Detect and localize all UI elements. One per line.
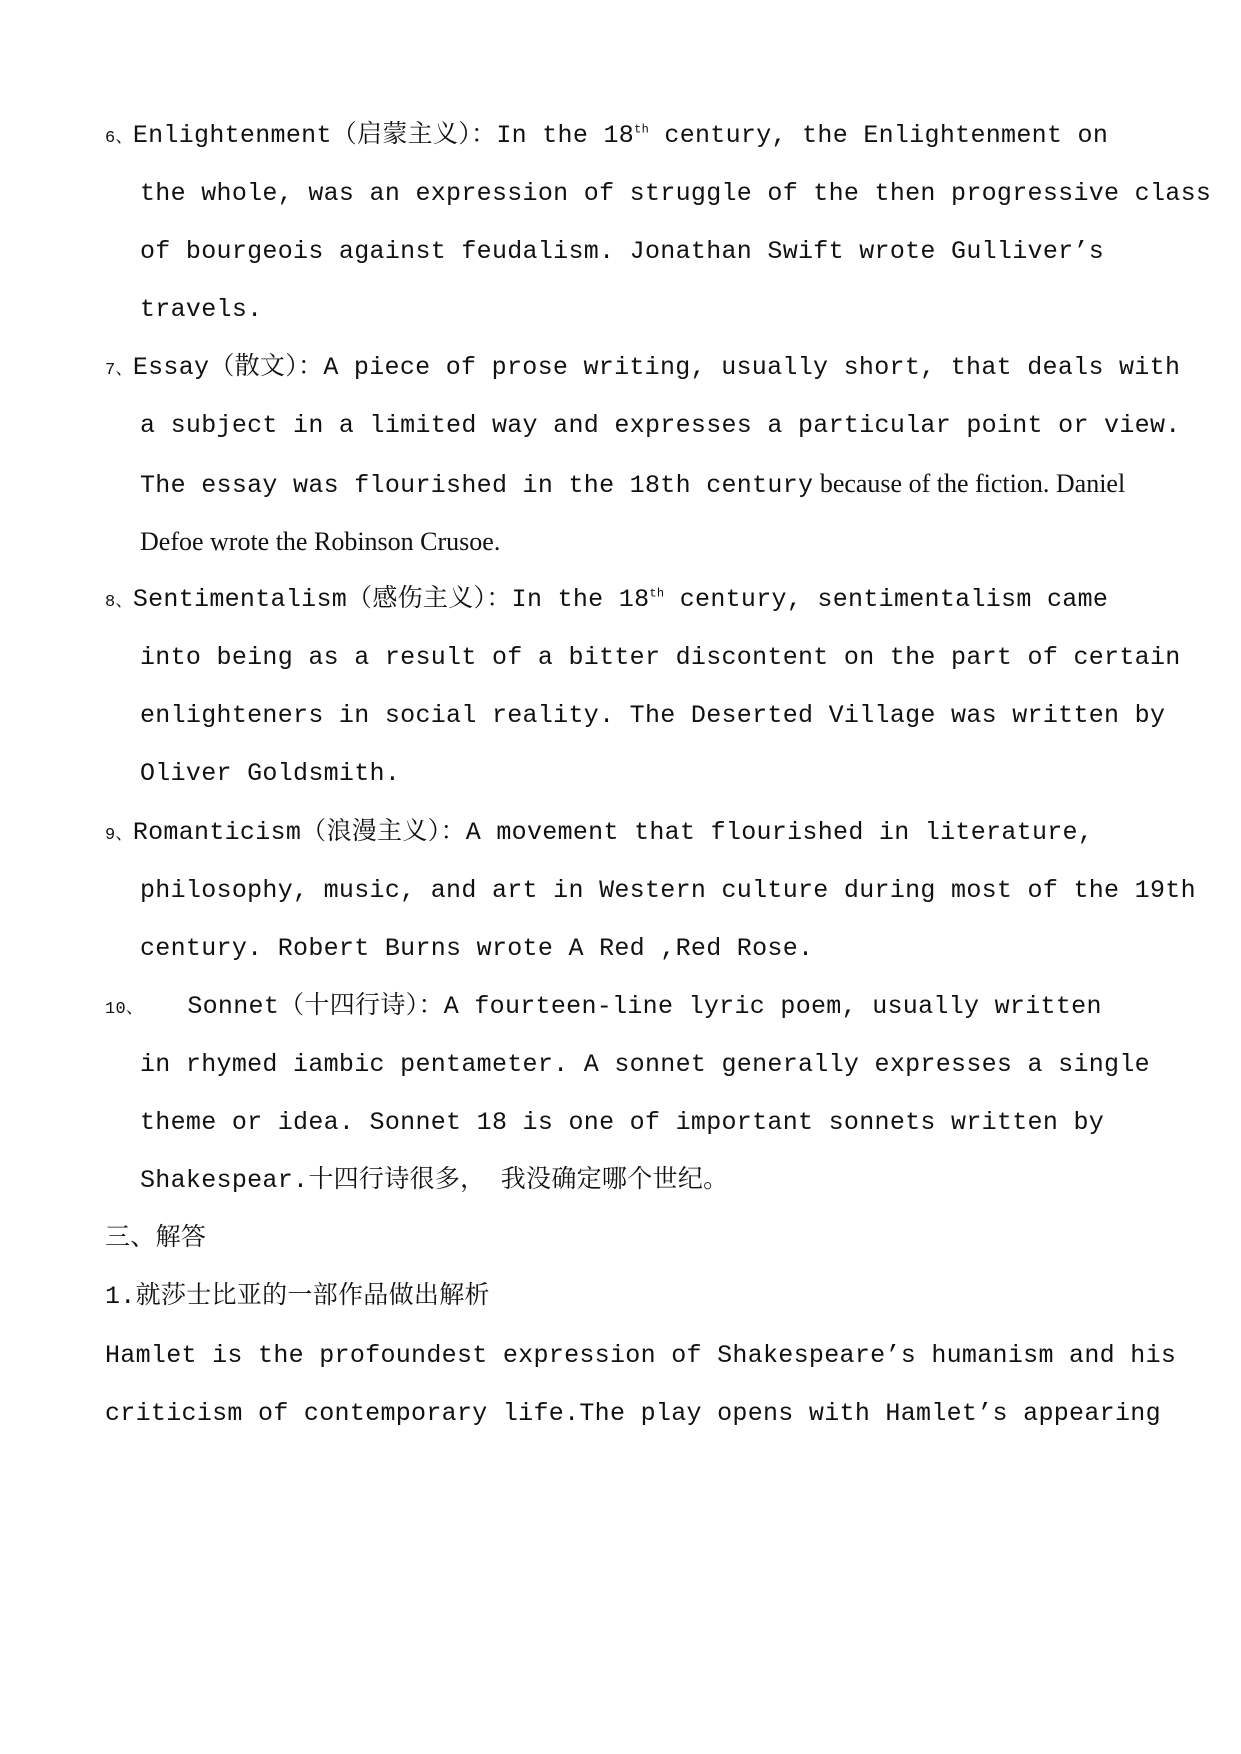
item-10-line-2: in rhymed iambic pentameter. A sonnet generally expresses a single	[140, 1050, 1150, 1079]
item-7-line-1: 7、Essay（散文）：A piece of prose writing, usually short, that deals with	[105, 353, 1181, 382]
item-8-line-4: Oliver Goldsmith.	[140, 759, 401, 788]
item-6-line-1: 6、Enlightenment（启蒙主义）：In the 18th century, the Enlightenment on	[105, 121, 1109, 150]
item-term: Sentimentalism（感伤主义）	[132, 585, 487, 614]
item-8-line-2: into being as a result of a bitter discontent on the part of certain	[140, 643, 1181, 672]
item-7-line-4: Defoe wrote the Robinson Crusoe.	[140, 527, 501, 556]
section-heading: 三、解答	[105, 1224, 207, 1253]
item-10-line-3: theme or idea. Sonnet 18 is one of important sonnets written by	[140, 1108, 1105, 1137]
item-9-line-3: century. Robert Burns wrote A Red ,Red Rose.	[140, 934, 814, 963]
item-9-line-2: philosophy, music, and art in Western culture during most of the 19th	[140, 876, 1196, 905]
item-10-line-4: Shakespear.十四行诗很多， 我没确定哪个世纪。	[140, 1166, 729, 1195]
question-title: 1.就莎士比亚的一部作品做出解析	[105, 1282, 490, 1311]
item-6-line-4: travels.	[140, 295, 263, 324]
item-number: 10、	[105, 1000, 144, 1019]
item-7-line-3: The essay was flourished in the 18th century because of the fiction. Daniel	[140, 469, 1126, 500]
item-number: 6、	[105, 129, 133, 148]
item-8-line-3: enlighteners in social reality. The Deserted Village was written by	[140, 701, 1166, 730]
item-number: 9、	[105, 826, 133, 845]
item-6-line-3: of bourgeois against feudalism. Jonathan Swift wrote Gulliver’s	[140, 237, 1105, 266]
item-term: Sonnet（十四行诗）	[187, 992, 419, 1021]
item-7-line-2: a subject in a limited way and expresses a particular point or view.	[140, 411, 1181, 440]
item-term: Enlightenment（启蒙主义）	[132, 121, 472, 150]
item-number: 8、	[105, 593, 133, 612]
item-term: Romanticism（浪漫主义）	[132, 818, 441, 847]
item-8-line-1: 8、Sentimentalism（感伤主义）：In the 18th century, sentimentalism came	[105, 585, 1109, 614]
item-9-line-1: 9、Romanticism（浪漫主义）：A movement that flourished in literature,	[105, 818, 1094, 847]
item-10-line-1: 10、 Sonnet（十四行诗）：A fourteen-line lyric poem, usually written	[105, 992, 1102, 1021]
answer-line-1: Hamlet is the profoundest expression of Shakespeare’s humanism and his	[105, 1341, 1177, 1370]
answer-line-2: criticism of contemporary life.The play opens with Hamlet’s appearing	[105, 1399, 1161, 1428]
item-6-line-2: the whole, was an expression of struggle of the then progressive class	[140, 179, 1212, 208]
item-number: 7、	[105, 361, 133, 380]
item-term: Essay（散文）	[132, 353, 299, 382]
